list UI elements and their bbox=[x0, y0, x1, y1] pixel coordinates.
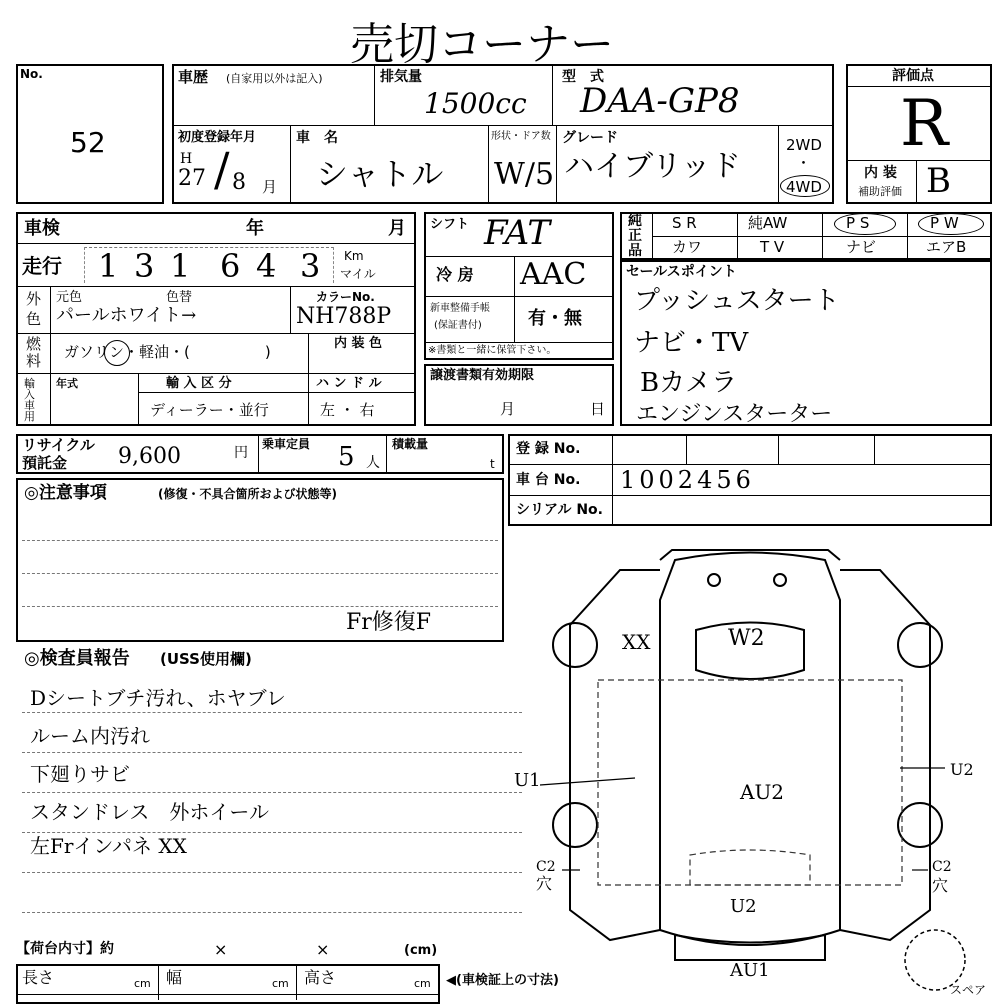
drive-2wd: 2WD bbox=[786, 136, 822, 154]
spare-label: スペア bbox=[950, 983, 987, 997]
sales-point-2: ナビ・TV bbox=[634, 328, 749, 358]
mileage-digit-5: 4 bbox=[256, 247, 277, 285]
inspection-month-unit: 月 bbox=[388, 218, 406, 239]
mileage-digit-4: 6 bbox=[220, 247, 241, 285]
chassis-no-value: 1002456 bbox=[620, 466, 755, 494]
car-name-value: シャトル bbox=[316, 155, 444, 193]
drive-dot: ・ bbox=[796, 154, 812, 172]
first-reg-month: 8 bbox=[232, 170, 246, 195]
diagram-mark-c2-left: C2 bbox=[536, 859, 556, 875]
displacement-value: 1500cc bbox=[424, 87, 527, 120]
manual-note: ※書類と一緒に保管下さい。 bbox=[428, 345, 557, 356]
load-label: 積載量 bbox=[392, 437, 429, 451]
transfer-label: 譲渡書類有効期限 bbox=[430, 368, 535, 383]
cargo-x1: × bbox=[214, 940, 228, 959]
mileage-digit-1: 1 bbox=[98, 247, 119, 285]
sales-point-3: Bカメラ bbox=[640, 368, 738, 398]
inspector-item-1: Dシートブチ汚れ、ホヤブレ bbox=[30, 686, 286, 710]
genuine-navi: ナビ bbox=[846, 238, 877, 256]
inspector-item-5: 左Frインパネ XX bbox=[30, 834, 187, 858]
inspection-label: 車検 bbox=[24, 218, 60, 239]
import-side-label: 輸入車用 bbox=[24, 377, 35, 423]
color-value: パールホワイト→ bbox=[56, 305, 197, 326]
import-class-value: ディーラー・並行 bbox=[150, 401, 269, 419]
car-name-label: 車 名 bbox=[296, 130, 338, 146]
cargo-title: 【荷台内寸】約 bbox=[16, 941, 114, 957]
first-reg-era: H bbox=[180, 151, 193, 167]
notes-handwritten: Fr修復F bbox=[346, 610, 432, 635]
inspector-item-3: 下廻りサビ bbox=[30, 762, 130, 786]
fuel-text: ガソリン・軽油・( ) bbox=[64, 343, 271, 361]
shift-label: シフト bbox=[430, 217, 470, 232]
interior-color-label: 内 装 色 bbox=[334, 336, 383, 351]
fuel-gasoline-circle bbox=[104, 340, 130, 366]
mileage-label: 走行 bbox=[22, 254, 62, 278]
manual-label-2: (保証書付) bbox=[434, 320, 482, 331]
recycle-value: 9,600 bbox=[118, 444, 181, 469]
grade-value: ハイブリッド bbox=[564, 149, 741, 184]
genuine-side: 純正品 bbox=[628, 213, 642, 259]
shape-label: 形状・ドア数 bbox=[491, 131, 551, 142]
genuine-pw: P W bbox=[930, 214, 959, 232]
notes-sub: (修復・不具合箇所および状態等) bbox=[158, 487, 337, 501]
genuine-ps: P S bbox=[846, 214, 870, 232]
serial-no-label: シリアル No. bbox=[516, 502, 603, 518]
cargo-note: ◀(車検証上の寸法) bbox=[446, 973, 559, 988]
handle-value: 左 ・ 右 bbox=[320, 401, 375, 419]
genuine-pw-circle bbox=[918, 213, 984, 235]
cargo-width: 幅 bbox=[166, 968, 183, 987]
mileage-unit-km: Km bbox=[344, 249, 364, 263]
diagram-mark-xx: XX bbox=[622, 630, 651, 654]
load-unit: t bbox=[490, 457, 495, 471]
score-label: 評価点 bbox=[892, 68, 934, 84]
lot-number: 52 bbox=[70, 126, 106, 159]
inspector-item-2: ルーム内汚れ bbox=[30, 724, 150, 748]
genuine-tv: T V bbox=[760, 238, 785, 256]
diagram-mark-u2-rear: U2 bbox=[730, 896, 757, 917]
color-change-label: 色替 bbox=[166, 290, 193, 305]
diagram-mark-hole-left: 穴 bbox=[536, 874, 553, 893]
interior-sub: 補助評価 bbox=[858, 185, 902, 198]
cargo-height: 高さ bbox=[304, 968, 337, 987]
drive-4wd: 4WD bbox=[786, 178, 822, 196]
genuine-sr: S R bbox=[672, 214, 697, 232]
genuine-airbag: エアB bbox=[926, 238, 967, 256]
diagram-mark-au2: AU2 bbox=[740, 780, 785, 804]
shape-value: W/5 bbox=[494, 157, 555, 192]
fuel-side-2: 料 bbox=[26, 352, 42, 370]
diagram-mark-u2-right: U2 bbox=[950, 760, 974, 779]
recycle-unit: 円 bbox=[234, 445, 248, 461]
mileage-digit-2: 3 bbox=[134, 247, 155, 285]
capacity-value: 5 bbox=[338, 442, 355, 472]
first-reg-label: 初度登録年月 bbox=[178, 130, 257, 145]
first-reg-year: 27 bbox=[178, 166, 206, 191]
shift-value: FAT bbox=[484, 213, 551, 253]
cargo-box bbox=[16, 964, 440, 1004]
handle-label: ハ ン ド ル bbox=[316, 376, 382, 391]
genuine-aw: 純AW bbox=[748, 214, 788, 232]
car-diagram bbox=[500, 540, 1000, 1000]
page-title: 売切コーナー bbox=[350, 19, 614, 70]
recycle-label-1: リサイクル bbox=[22, 436, 95, 454]
color-code-label: カラーNo. bbox=[316, 290, 375, 304]
cargo-width-cm: cm bbox=[272, 977, 289, 990]
manual-label-1: 新車整備手帳 bbox=[430, 303, 490, 314]
manual-value: 有・無 bbox=[528, 308, 582, 329]
cargo-height-cm: cm bbox=[414, 977, 431, 990]
diagram-mark-au1: AU1 bbox=[730, 960, 770, 981]
color-code-value: NH788P bbox=[296, 304, 392, 329]
lot-label: No. bbox=[20, 67, 43, 81]
first-reg-month-unit: 月 bbox=[262, 178, 278, 196]
chassis-no-label: 車 台 No. bbox=[516, 472, 581, 488]
diagram-mark-u1-left: U1 bbox=[514, 770, 541, 791]
model-value: DAA-GP8 bbox=[580, 81, 740, 121]
displacement-label: 排気量 bbox=[380, 69, 422, 85]
genuine-ps-circle bbox=[834, 213, 896, 235]
fuel-side-1: 燃 bbox=[26, 335, 42, 353]
cargo-length-cm: cm bbox=[134, 977, 151, 990]
color-orig-label: 元色 bbox=[56, 290, 83, 305]
reg-no-label: 登 録 No. bbox=[516, 441, 581, 457]
cargo-length: 長さ bbox=[22, 968, 55, 987]
sales-point-1: プッシュスタート bbox=[634, 286, 840, 316]
history-note: (自家用以外は記入) bbox=[226, 72, 323, 85]
mileage-digit-6: 3 bbox=[300, 247, 321, 285]
diagram-mark-w2: W2 bbox=[728, 626, 765, 651]
diagram-mark-hole-right: 穴 bbox=[932, 876, 949, 895]
sales-points-label: セールスポイント bbox=[626, 264, 737, 280]
color-side-1: 外 bbox=[26, 290, 42, 308]
import-year-label: 年式 bbox=[56, 377, 78, 390]
genuine-kawa: カワ bbox=[672, 238, 703, 256]
history-label: 車歴 bbox=[178, 68, 209, 86]
model-label: 型 式 bbox=[562, 69, 604, 85]
inspection-year-unit: 年 bbox=[246, 218, 264, 239]
grade-label: グレード bbox=[562, 130, 618, 146]
ac-value: AAC bbox=[520, 257, 587, 292]
transfer-day: 日 bbox=[590, 400, 606, 418]
mileage-digit-3: 1 bbox=[170, 247, 191, 285]
inspector-sub: (USS使用欄) bbox=[160, 650, 252, 668]
inspector-title: ◎検査員報告 bbox=[24, 648, 130, 669]
inspector-item-4: スタンドレス 外ホイール bbox=[30, 800, 269, 824]
capacity-unit: 人 bbox=[366, 455, 380, 471]
import-class-label: 輸 入 区 分 bbox=[166, 376, 232, 391]
capacity-label: 乗車定員 bbox=[262, 437, 311, 451]
cargo-unit: (cm) bbox=[404, 943, 438, 958]
score-value: R bbox=[900, 87, 949, 161]
interior-value: B bbox=[926, 161, 951, 201]
mileage-unit-mile: マイル bbox=[340, 267, 376, 281]
color-side-2: 色 bbox=[26, 310, 42, 328]
ac-label: 冷 房 bbox=[436, 265, 474, 284]
cargo-x2: × bbox=[316, 940, 330, 959]
notes-title: ◎注意事項 bbox=[24, 483, 107, 503]
drive-4wd-circle bbox=[780, 175, 830, 197]
recycle-label-2: 預託金 bbox=[22, 454, 68, 472]
transfer-month: 月 bbox=[500, 400, 516, 418]
interior-label: 内 装 bbox=[864, 165, 897, 181]
diagram-mark-c2-right: C2 bbox=[932, 859, 952, 875]
sales-point-4: エンジンスターター bbox=[636, 402, 833, 427]
first-reg-slash: / bbox=[214, 142, 230, 196]
